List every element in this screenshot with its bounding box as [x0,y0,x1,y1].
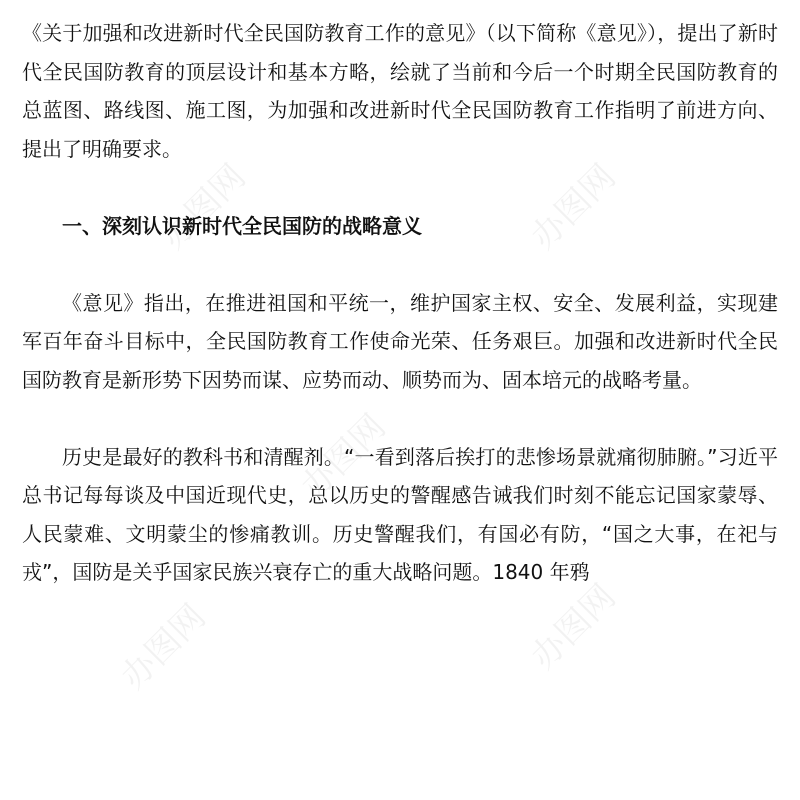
paragraph-spacer [22,168,778,207]
paragraph-spacer [22,399,778,438]
paragraph-history: 历史是最好的教科书和清醒剂。“一看到落后挨打的悲惨场景就痛彻肺腑。”习近平总书记每每谈及中国近现代史，总以历史的警醒感告诫我们时刻不能忘记国家蒙辱、人民蒙难、文明蒙尘的惨痛教训。历史警醒我们，有国必有防，“国之大事，在祀与戎”，国防是关乎国家民族兴衰存亡的重大战略问题。1840 年鸦 [22,444,778,584]
watermark-text: 办图网 [113,596,214,698]
watermark-text: 办图网 [523,156,624,258]
paragraph-intro: 《关于加强和改进新时代全民国防教育工作的意见》（以下简称《意见》），提出了新时代全民国防教育的顶层设计和基本方略，绘就了当前和今后一个时期全民国防教育的总蓝图、路线图、施工图，为加强和改进新时代全民国防教育工作指明了前进方向、提出了明确要求。 [22,21,778,161]
paragraph-opinion: 《意见》指出，在推进祖国和平统一，维护国家主权、安全、发展利益，实现建军百年奋斗目标中，全民国防教育工作使命光荣、任务艰巨。加强和改进新时代全民国防教育是新形势下因势而谋、应势而动、顺势而为、固本培元的战略考量。 [22,290,778,392]
watermark-text: 办图网 [523,576,624,678]
document-body [22,14,778,592]
watermark-text: 办图网 [153,156,254,258]
watermark-text: 办图网 [293,406,394,508]
paragraph-spacer [22,245,778,284]
section-heading: 一、深刻认识新时代全民国防的战略意义 [62,213,422,238]
